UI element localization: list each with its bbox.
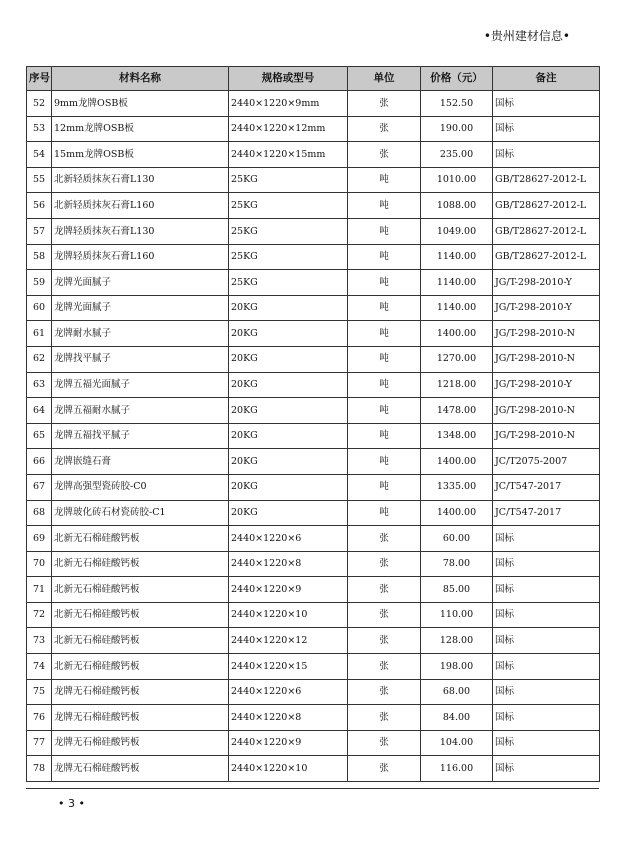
cell-no: 77 (27, 730, 52, 756)
cell-no: 64 (27, 398, 52, 424)
cell-name: 北新无石棉硅酸钙板 (52, 526, 229, 552)
cell-no: 71 (27, 577, 52, 603)
cell-unit: 张 (348, 551, 421, 577)
cell-name: 龙牌光面腻子 (52, 295, 229, 321)
cell-name: 龙牌耐水腻子 (52, 321, 229, 347)
cell-spec: 25KG (229, 193, 348, 219)
cell-price: 1348.00 (421, 423, 493, 449)
table-row (27, 398, 600, 424)
col-header-spec: 规格或型号 (229, 67, 348, 91)
cell-no: 52 (27, 91, 52, 117)
cell-spec: 2440×1220×12mm (229, 116, 348, 142)
cell-unit: 吨 (348, 423, 421, 449)
cell-unit: 张 (348, 628, 421, 654)
cell-unit: 吨 (348, 295, 421, 321)
cell-unit: 吨 (348, 244, 421, 270)
cell-price: 1088.00 (421, 193, 493, 219)
cell-no: 66 (27, 449, 52, 475)
cell-spec: 25KG (229, 167, 348, 193)
cell-spec: 2440×1220×6 (229, 679, 348, 705)
cell-price: 1270.00 (421, 346, 493, 372)
table-row (27, 91, 600, 117)
cell-price: 198.00 (421, 654, 493, 680)
cell-note: 国标 (493, 705, 600, 731)
cell-spec: 20KG (229, 346, 348, 372)
cell-name: 9mm龙牌OSB板 (52, 91, 229, 117)
cell-note: 国标 (493, 730, 600, 756)
cell-name: 龙牌无石棉硅酸钙板 (52, 679, 229, 705)
cell-no: 61 (27, 321, 52, 347)
cell-name: 龙牌玻化砖石材瓷砖胶-C1 (52, 500, 229, 526)
cell-spec: 2440×1220×8 (229, 551, 348, 577)
cell-spec: 20KG (229, 295, 348, 321)
cell-price: 1140.00 (421, 244, 493, 270)
cell-note: 国标 (493, 602, 600, 628)
table-body (27, 91, 600, 782)
cell-name: 北新无石棉硅酸钙板 (52, 654, 229, 680)
cell-spec: 25KG (229, 218, 348, 244)
table-row (27, 167, 600, 193)
cell-no: 58 (27, 244, 52, 270)
cell-name: 龙牌光面腻子 (52, 270, 229, 296)
cell-note: 国标 (493, 679, 600, 705)
table-row (27, 679, 600, 705)
table-row (27, 270, 600, 296)
table-row (27, 628, 600, 654)
table-row (27, 423, 600, 449)
cell-price: 1400.00 (421, 449, 493, 475)
cell-name: 北新无石棉硅酸钙板 (52, 628, 229, 654)
cell-spec: 20KG (229, 321, 348, 347)
cell-note: 国标 (493, 551, 600, 577)
cell-unit: 张 (348, 526, 421, 552)
table-row (27, 372, 600, 398)
cell-price: 78.00 (421, 551, 493, 577)
cell-no: 57 (27, 218, 52, 244)
cell-name: 龙牌五福耐水腻子 (52, 398, 229, 424)
table-row (27, 295, 600, 321)
cell-note: GB/T28627-2012-L (493, 167, 600, 193)
cell-note: 国标 (493, 116, 600, 142)
cell-note: GB/T28627-2012-L (493, 244, 600, 270)
cell-unit: 吨 (348, 398, 421, 424)
cell-name: 北新无石棉硅酸钙板 (52, 577, 229, 603)
cell-price: 1140.00 (421, 270, 493, 296)
cell-name: 龙牌无石棉硅酸钙板 (52, 705, 229, 731)
cell-spec: 2440×1220×10 (229, 602, 348, 628)
cell-no: 56 (27, 193, 52, 219)
cell-price: 128.00 (421, 628, 493, 654)
table-row (27, 244, 600, 270)
cell-spec: 20KG (229, 449, 348, 475)
cell-spec: 20KG (229, 372, 348, 398)
cell-name: 北新轻质抹灰石膏L160 (52, 193, 229, 219)
cell-spec: 2440×1220×15mm (229, 142, 348, 168)
cell-note: 国标 (493, 654, 600, 680)
cell-no: 67 (27, 474, 52, 500)
table-row (27, 321, 600, 347)
cell-no: 60 (27, 295, 52, 321)
cell-note: JG/T-298-2010-Y (493, 295, 600, 321)
cell-unit: 吨 (348, 449, 421, 475)
cell-spec: 2440×1220×9 (229, 730, 348, 756)
cell-spec: 2440×1220×6 (229, 526, 348, 552)
cell-no: 76 (27, 705, 52, 731)
cell-no: 62 (27, 346, 52, 372)
col-header-note: 备注 (493, 67, 600, 91)
cell-name: 龙牌轻质抹灰石膏L130 (52, 218, 229, 244)
cell-note: JG/T-298-2010-N (493, 346, 600, 372)
cell-no: 75 (27, 679, 52, 705)
cell-price: 1400.00 (421, 500, 493, 526)
cell-unit: 张 (348, 756, 421, 782)
cell-no: 73 (27, 628, 52, 654)
cell-note: JG/T-298-2010-N (493, 321, 600, 347)
cell-no: 63 (27, 372, 52, 398)
cell-price: 84.00 (421, 705, 493, 731)
cell-price: 190.00 (421, 116, 493, 142)
cell-no: 54 (27, 142, 52, 168)
cell-spec: 20KG (229, 474, 348, 500)
cell-note: JG/T-298-2010-Y (493, 372, 600, 398)
table-row (27, 218, 600, 244)
price-table (26, 66, 600, 782)
cell-note: 国标 (493, 91, 600, 117)
cell-note: JC/T2075-2007 (493, 449, 600, 475)
cell-name: 龙牌高强型瓷砖胶-C0 (52, 474, 229, 500)
cell-note: JG/T-298-2010-N (493, 398, 600, 424)
cell-no: 55 (27, 167, 52, 193)
cell-note: GB/T28627-2012-L (493, 218, 600, 244)
cell-spec: 20KG (229, 423, 348, 449)
table-row (27, 500, 600, 526)
cell-name: 龙牌五福找平腻子 (52, 423, 229, 449)
footer-divider (26, 788, 599, 789)
cell-unit: 吨 (348, 218, 421, 244)
cell-spec: 2440×1220×9mm (229, 91, 348, 117)
col-header-name: 材料名称 (52, 67, 229, 91)
cell-name: 龙牌无石棉硅酸钙板 (52, 756, 229, 782)
cell-no: 69 (27, 526, 52, 552)
cell-price: 60.00 (421, 526, 493, 552)
cell-price: 104.00 (421, 730, 493, 756)
cell-spec: 25KG (229, 244, 348, 270)
cell-unit: 张 (348, 679, 421, 705)
cell-spec: 2440×1220×8 (229, 705, 348, 731)
table-header (27, 67, 600, 91)
cell-unit: 张 (348, 91, 421, 117)
cell-note: 国标 (493, 577, 600, 603)
cell-unit: 吨 (348, 500, 421, 526)
table-row (27, 526, 600, 552)
cell-price: 1400.00 (421, 321, 493, 347)
table-row (27, 551, 600, 577)
cell-unit: 张 (348, 142, 421, 168)
cell-no: 68 (27, 500, 52, 526)
cell-price: 1335.00 (421, 474, 493, 500)
cell-no: 65 (27, 423, 52, 449)
cell-price: 1478.00 (421, 398, 493, 424)
cell-spec: 2440×1220×15 (229, 654, 348, 680)
cell-spec: 20KG (229, 398, 348, 424)
cell-no: 70 (27, 551, 52, 577)
cell-unit: 张 (348, 705, 421, 731)
cell-spec: 2440×1220×9 (229, 577, 348, 603)
cell-spec: 25KG (229, 270, 348, 296)
cell-note: GB/T28627-2012-L (493, 193, 600, 219)
cell-note: 国标 (493, 142, 600, 168)
cell-unit: 吨 (348, 321, 421, 347)
cell-price: 116.00 (421, 756, 493, 782)
cell-unit: 吨 (348, 474, 421, 500)
cell-note: JC/T547-2017 (493, 500, 600, 526)
cell-note: JC/T547-2017 (493, 474, 600, 500)
cell-no: 78 (27, 756, 52, 782)
cell-note: JG/T-298-2010-Y (493, 270, 600, 296)
table-row (27, 705, 600, 731)
cell-name: 12mm龙牌OSB板 (52, 116, 229, 142)
cell-unit: 吨 (348, 372, 421, 398)
cell-unit: 吨 (348, 193, 421, 219)
cell-price: 1218.00 (421, 372, 493, 398)
cell-unit: 吨 (348, 346, 421, 372)
page-number: • 3 • (58, 797, 85, 810)
table-row (27, 654, 600, 680)
cell-name: 龙牌找平腻子 (52, 346, 229, 372)
cell-no: 74 (27, 654, 52, 680)
cell-name: 北新无石棉硅酸钙板 (52, 602, 229, 628)
cell-price: 1140.00 (421, 295, 493, 321)
cell-unit: 张 (348, 602, 421, 628)
cell-price: 152.50 (421, 91, 493, 117)
cell-unit: 张 (348, 577, 421, 603)
table-row (27, 730, 600, 756)
cell-spec: 2440×1220×10 (229, 756, 348, 782)
cell-note: 国标 (493, 756, 600, 782)
table-row (27, 346, 600, 372)
cell-name: 15mm龙牌OSB板 (52, 142, 229, 168)
header-row (27, 67, 600, 91)
col-header-no: 序号 (27, 67, 52, 91)
cell-unit: 张 (348, 116, 421, 142)
table-row (27, 474, 600, 500)
table-row (27, 116, 600, 142)
cell-no: 53 (27, 116, 52, 142)
cell-price: 1010.00 (421, 167, 493, 193)
cell-name: 龙牌无石棉硅酸钙板 (52, 730, 229, 756)
cell-price: 68.00 (421, 679, 493, 705)
cell-note: 国标 (493, 628, 600, 654)
cell-no: 72 (27, 602, 52, 628)
cell-name: 北新无石棉硅酸钙板 (52, 551, 229, 577)
header-brand: •贵州建材信息• (483, 29, 570, 43)
cell-name: 龙牌嵌缝石膏 (52, 449, 229, 475)
table-row (27, 577, 600, 603)
cell-note: JG/T-298-2010-N (493, 423, 600, 449)
cell-price: 110.00 (421, 602, 493, 628)
cell-spec: 20KG (229, 500, 348, 526)
cell-note: 国标 (493, 526, 600, 552)
table-row (27, 602, 600, 628)
col-header-price: 价格（元） (421, 67, 493, 91)
cell-unit: 吨 (348, 167, 421, 193)
table-row (27, 193, 600, 219)
cell-unit: 张 (348, 654, 421, 680)
cell-no: 59 (27, 270, 52, 296)
cell-spec: 2440×1220×12 (229, 628, 348, 654)
cell-price: 235.00 (421, 142, 493, 168)
cell-unit: 张 (348, 730, 421, 756)
col-header-unit: 单位 (348, 67, 421, 91)
table-row (27, 449, 600, 475)
cell-unit: 吨 (348, 270, 421, 296)
cell-name: 北新轻质抹灰石膏L130 (52, 167, 229, 193)
cell-name: 龙牌轻质抹灰石膏L160 (52, 244, 229, 270)
cell-price: 85.00 (421, 577, 493, 603)
table-row (27, 756, 600, 782)
cell-price: 1049.00 (421, 218, 493, 244)
table-row (27, 142, 600, 168)
cell-name: 龙牌五福光面腻子 (52, 372, 229, 398)
